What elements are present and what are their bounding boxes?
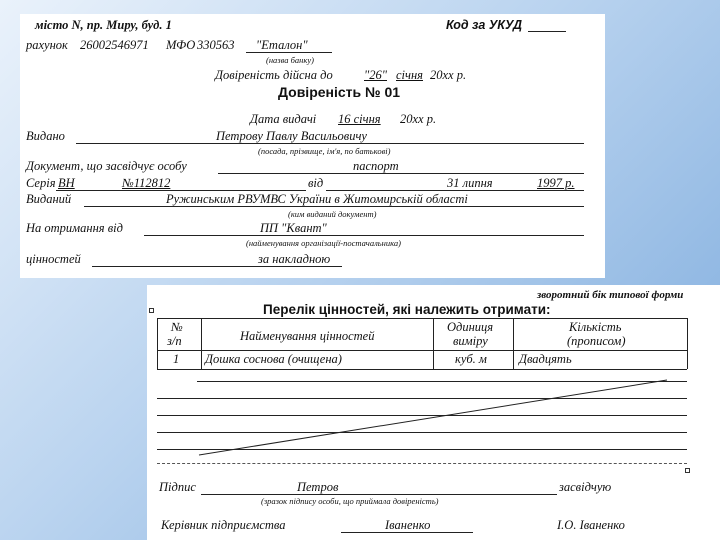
issued-by-value: Ружинським РВУМВС України в Житомирській області <box>166 192 468 206</box>
issue-label: Дата видачі <box>250 112 317 126</box>
header-name: Найменування цінностей <box>240 329 375 343</box>
series-line <box>56 190 306 191</box>
valid-prefix: Довіреність дійсна до <box>215 68 333 82</box>
doc-value: паспорт <box>353 159 399 173</box>
certify-label: засвідчую <box>559 480 612 494</box>
row-qty: Двадцять <box>519 352 572 366</box>
strike-through-line <box>147 285 720 475</box>
series-label: Серія <box>26 176 56 190</box>
power-of-attorney-back <box>147 285 720 540</box>
from-label: від <box>308 176 324 190</box>
header-num: № <box>171 320 183 334</box>
header-unit-2: виміру <box>453 334 488 348</box>
doc-line <box>218 173 584 174</box>
mfo-label: МФО <box>166 38 196 52</box>
issued-by-label: Виданий <box>26 192 72 206</box>
bank-name: "Еталон" <box>256 38 308 52</box>
issued-to-value: Петрову Павлу Васильовичу <box>216 129 367 143</box>
issued-to-line <box>76 143 584 144</box>
valid-month: січня <box>396 68 423 82</box>
head-signature-line <box>341 532 473 533</box>
receive-caption: (найменування організації-постачальника) <box>246 238 401 248</box>
document-title: Довіреність № 01 <box>278 84 401 100</box>
issue-year: 20хх р. <box>400 112 437 126</box>
issued-to-label: Видано <box>26 129 65 143</box>
code-label: Код за УКУД <box>446 18 523 32</box>
mfo-number: 330563 <box>197 38 235 52</box>
from-year: 1997 р. <box>537 176 575 190</box>
values-line <box>92 266 342 267</box>
doc-label: Документ, що засвідчує особу <box>26 159 187 173</box>
account-label: рахунок <box>26 38 68 52</box>
head-label: Керівник підприємства <box>161 518 286 532</box>
from-line <box>326 190 584 191</box>
code-blank <box>528 31 566 32</box>
signature-label: Підпис <box>159 480 196 494</box>
header-unit: Одиниця <box>447 320 494 334</box>
issued-to-caption: (посада, прізвище, ім'я, по батькові) <box>258 146 391 156</box>
receive-value: ПП "Квант" <box>260 221 327 235</box>
dashed-border <box>157 463 687 464</box>
header-qty: Кількість <box>569 320 622 334</box>
receive-line <box>144 235 584 236</box>
header-qty-2: (прописом) <box>567 334 626 348</box>
address: місто N, пр. Миру, буд. 1 <box>35 18 172 32</box>
valid-day: "26" <box>364 68 387 82</box>
row-name: Дошка соснова (очищена) <box>205 352 342 366</box>
valid-year: 20хх р. <box>430 68 467 82</box>
signature-line <box>201 494 557 495</box>
header-num-2: з/п <box>167 334 182 348</box>
receive-label: На отримання від <box>26 221 123 235</box>
selection-handle <box>685 468 690 473</box>
issue-day: 16 січня <box>338 112 381 126</box>
row-num: 1 <box>173 352 180 366</box>
issued-by-caption: (ким виданий документ) <box>288 209 377 219</box>
series-value: ВН <box>58 176 75 190</box>
power-of-attorney-front <box>20 14 605 278</box>
issued-by-line <box>84 206 584 207</box>
signature-caption: (зразок підпису особи, що приймала довіреність) <box>261 496 439 506</box>
list-title: Перелік цінностей, які належить отримати: <box>263 302 551 317</box>
head-name: І.О. Іваненко <box>557 518 625 532</box>
account-number: 26002546971 <box>80 38 149 52</box>
from-date: 31 липня <box>447 176 493 190</box>
number-value: №112812 <box>122 176 171 190</box>
values-label: цінностей <box>26 252 81 266</box>
side-caption: зворотний бік типової форми <box>537 289 684 301</box>
head-signature: Іваненко <box>385 518 431 532</box>
bank-caption: (назва банку) <box>266 55 314 65</box>
values-value: за накладною <box>258 252 331 266</box>
signature-value: Петров <box>297 480 339 494</box>
row-unit: куб. м <box>455 352 487 366</box>
bank-line <box>246 52 332 53</box>
